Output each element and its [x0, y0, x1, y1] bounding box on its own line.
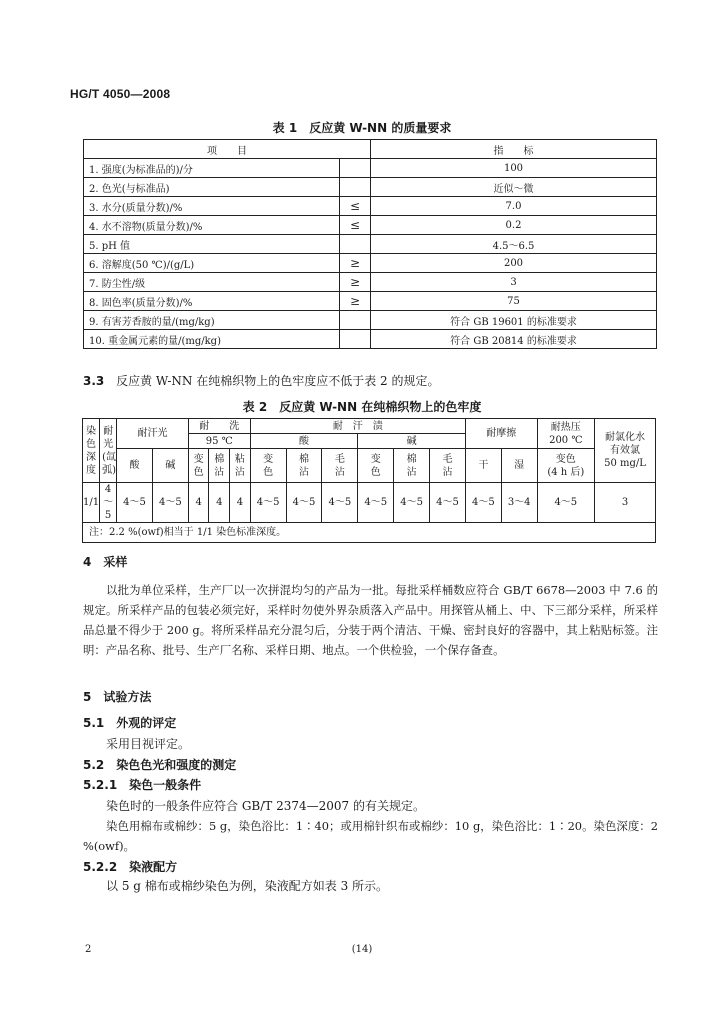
relation-cell	[340, 311, 371, 330]
table-row	[84, 254, 657, 273]
fastness-value-cell: 4	[188, 483, 209, 523]
header-item: 项 目	[84, 140, 371, 159]
item-cell: 9. 有害芳香胺的量/(mg/kg)	[84, 311, 340, 330]
header-pa-wool: 毛沾	[322, 449, 358, 483]
item-cell: 2. 色光(与标准品)	[84, 178, 340, 197]
section-5-2-1-title: 5.2.1 染色一般条件	[83, 778, 202, 792]
section-4-body: 以批为单位采样，生产厂以一次拼混均匀的产品为一批。每批采样桶数应符合 GB/T 6678—2003 中 7.6 的规定。所采样产品的包装必须完好，采样时勿使外界杂质落入产品中。用探管从桶上、中、下三部分采样，所采样品总量不得少于 200 g。将所采样品充分混匀后，分装于两个清洁、干燥、密封良好的容器中，其上粘贴标签。注明：产品名称、批号、生产厂名称、采样日期、地点。一个供检验，一个保存备查。	[83, 583, 658, 657]
relation-cell	[340, 235, 371, 254]
fastness-value-cell: 4～5	[286, 483, 322, 523]
relation-cell	[340, 178, 371, 197]
header-wet: 湿	[501, 449, 537, 483]
table-row	[84, 216, 657, 235]
relation-cell: ≥	[340, 292, 371, 311]
section-5-2-1-body2: 染色用棉布或棉纱：5 g，染色浴比：1∶40；或用棉针织布或棉纱：10 g，染色浴比：1∶20。染色深度：2 %(owf)。	[83, 819, 658, 853]
clause-3-3	[83, 372, 440, 389]
fastness-value-cell: 4～5	[358, 483, 394, 523]
item-cell: 6. 溶解度(50 ℃)/(g/L)	[84, 254, 340, 273]
header-alk: 碱	[152, 449, 188, 483]
relation-cell: ≥	[340, 254, 371, 273]
table2-note: 注：2.2 %(owf)相当于 1/1 染色标准深度。	[83, 523, 656, 543]
index-cell: 近似～微	[371, 178, 657, 197]
index-cell: 100	[371, 159, 657, 178]
table-row	[83, 483, 656, 523]
header-wash-viscose: 粘沾	[230, 449, 251, 483]
table-row	[84, 330, 657, 349]
index-cell: 4.5～6.5	[371, 235, 657, 254]
standard-number-header: HG/T 4050—2008	[70, 87, 171, 101]
relation-cell: ≤	[340, 197, 371, 216]
table-row	[84, 159, 657, 178]
header-heat-press: 耐热压 200 ℃	[537, 419, 594, 449]
item-cell: 4. 水不溶物(质量分数)/%	[84, 216, 340, 235]
header-pa-cotton: 棉沾	[286, 449, 322, 483]
section-5-title: 5 试验方法	[83, 690, 152, 704]
table2-caption: 表 2 反应黄 W-NN 在纯棉织物上的色牢度	[242, 400, 482, 414]
section-5-2-2-title: 5.2.2 染液配方	[83, 860, 178, 874]
header-depth: 染色深度	[83, 419, 100, 483]
fastness-value-cell: 3	[595, 483, 656, 523]
fastness-value-cell: 4～5	[100, 483, 117, 523]
item-cell: 7. 防尘性/级	[84, 273, 340, 292]
header-acid: 酸	[117, 449, 153, 483]
table-row	[84, 311, 657, 330]
table-row	[84, 178, 657, 197]
header-sweat-light: 耐汗光	[117, 419, 189, 449]
table-header-row	[84, 140, 657, 159]
section-4-title: 4 采样	[83, 555, 128, 569]
fastness-value-cell: 4～5	[152, 483, 188, 523]
item-cell: 10. 重金属元素的量/(mg/kg)	[84, 330, 340, 349]
table-row	[84, 292, 657, 311]
fastness-value-cell: 4～5	[465, 483, 501, 523]
item-cell: 1. 强度(为标准品的)/分	[84, 159, 340, 178]
index-cell: 符合 GB 19601 的标准要求	[371, 311, 657, 330]
header-wash: 耐 洗	[188, 419, 250, 434]
header-pk-cotton: 棉沾	[394, 449, 430, 483]
page-number-left: 2	[85, 944, 92, 955]
header-perspiration: 耐 汗 渍	[250, 419, 465, 434]
item-cell: 3. 水分(质量分数)/%	[84, 197, 340, 216]
index-cell: 75	[371, 292, 657, 311]
relation-cell: ≤	[340, 216, 371, 235]
fastness-value-cell: 4	[230, 483, 251, 523]
quality-requirements-table	[83, 139, 657, 349]
header-index: 指 标	[371, 140, 657, 159]
clause-number: 3.3	[83, 374, 105, 388]
clause-text: 反应黄 W-NN 在纯棉织物上的色牢度应不低于表 2 的规定。	[116, 374, 440, 388]
fastness-value-cell: 4～5	[430, 483, 466, 523]
header-wash-change: 变色	[188, 449, 209, 483]
section-5-2-1-body1: 染色时的一般条件应符合 GB/T 2374—2007 的有关规定。	[106, 799, 425, 813]
fastness-value-cell: 4～5	[250, 483, 286, 523]
header-dry: 干	[465, 449, 501, 483]
fastness-value-cell: 4～5	[537, 483, 594, 523]
header-heat-change: 变色 (4 h 后)	[537, 449, 594, 483]
fastness-value-cell: 4	[209, 483, 230, 523]
section-5-1-title: 5.1 外观的评定	[83, 716, 177, 730]
fastness-value-cell: 4～5	[117, 483, 153, 523]
color-fastness-table	[82, 418, 656, 543]
fastness-value-cell: 4～5	[322, 483, 358, 523]
table-row	[84, 235, 657, 254]
header-persp-alk: 碱	[358, 434, 466, 449]
fastness-value-cell: 3～4	[501, 483, 537, 523]
index-cell: 符合 GB 20814 的标准要求	[371, 330, 657, 349]
header-rubbing: 耐摩擦	[465, 419, 537, 449]
index-cell: 200	[371, 254, 657, 273]
fastness-value-cell: 4～5	[394, 483, 430, 523]
header-pk-wool: 毛沾	[430, 449, 466, 483]
section-5-1-body: 采用目视评定。	[106, 737, 191, 751]
header-chlorine: 耐氯化水 有效氯 50 mg/L	[595, 419, 656, 483]
item-cell: 8. 固色率(质量分数)/%	[84, 292, 340, 311]
header-pa-change: 变色	[250, 449, 286, 483]
item-cell: 5. pH 值	[84, 235, 340, 254]
header-light: 耐光(氙弧)	[100, 419, 117, 483]
header-persp-acid: 酸	[250, 434, 358, 449]
relation-cell	[340, 330, 371, 349]
index-cell: 3	[371, 273, 657, 292]
table1-caption: 表 1 反应黄 W-NN 的质量要求	[272, 121, 452, 135]
index-cell: 7.0	[371, 197, 657, 216]
header-pk-change: 变色	[358, 449, 394, 483]
table-row	[84, 273, 657, 292]
page-number-center: (14)	[351, 944, 373, 955]
section-5-2-2-body: 以 5 g 棉布或棉纱染色为例，染液配方如表 3 所示。	[106, 879, 389, 893]
relation-cell: ≥	[340, 273, 371, 292]
relation-cell	[340, 159, 371, 178]
section-5-2-title: 5.2 染色色光和强度的测定	[83, 758, 237, 772]
fastness-value-cell: 1/1	[83, 483, 100, 523]
table-row	[84, 197, 657, 216]
header-wash-temp: 95 ℃	[188, 434, 250, 449]
index-cell: 0.2	[371, 216, 657, 235]
header-wash-cotton: 棉沾	[209, 449, 230, 483]
